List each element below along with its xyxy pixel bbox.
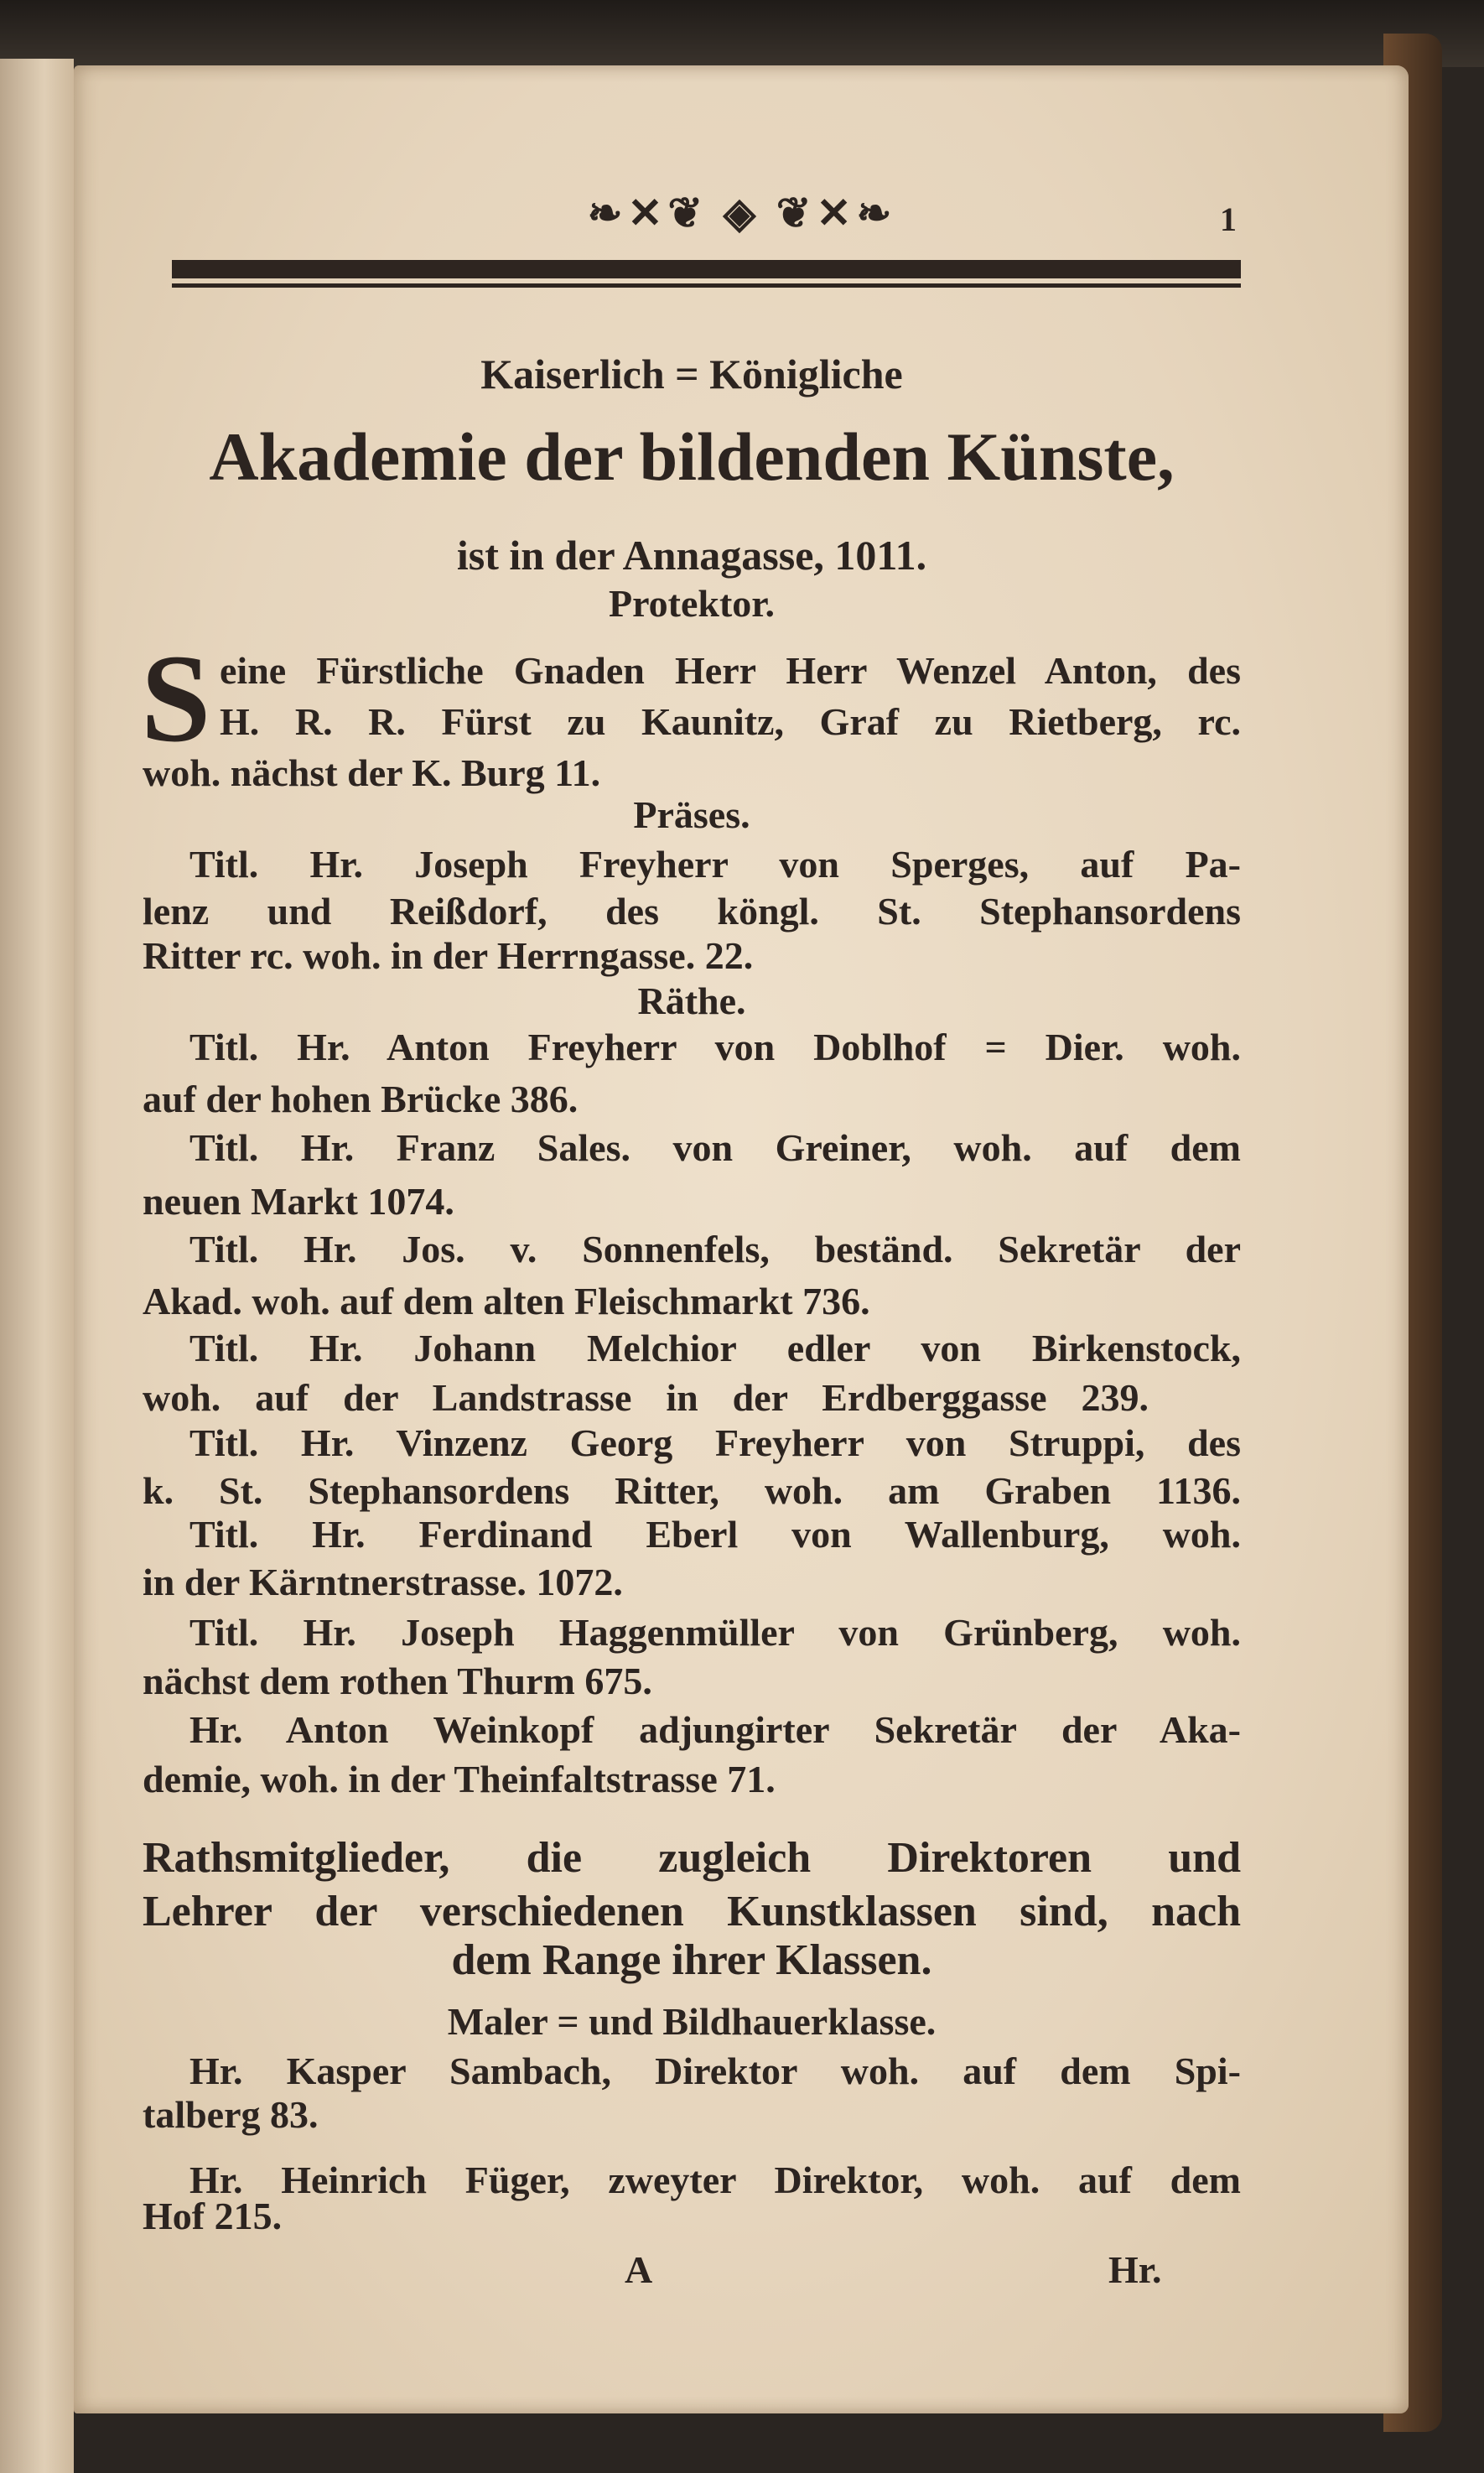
heading-protektor: Protektor. bbox=[608, 582, 775, 625]
text-line: Hr. Kasper Sambach, Direktor woh. auf dem Spi- bbox=[189, 2050, 1241, 2092]
heading-raethe: Räthe. bbox=[637, 979, 746, 1022]
text-line: Hr. Anton Weinkopf adjungirter Sekretär der Aka- bbox=[189, 1708, 1241, 1751]
text-line: Titl. Hr. Anton Freyherr von Doblhof = Dier. woh. bbox=[189, 1026, 1241, 1068]
text-line: Titl. Hr. Jos. v. Sonnenfels, beständ. Sekretär der bbox=[189, 1228, 1241, 1270]
drop-cap: S bbox=[141, 629, 211, 768]
header-rule-thin bbox=[172, 283, 1241, 288]
heading-malerklasse: Maler = und Bildhauerklasse. bbox=[447, 2000, 937, 2043]
text-line: nächst dem rothen Thurm 675. bbox=[143, 1660, 652, 1702]
title-address: ist in der Annagasse, 1011. bbox=[456, 532, 927, 579]
page-number: 1 bbox=[1220, 200, 1237, 238]
facing-page-edge bbox=[0, 59, 74, 2473]
title-line-1: Kaiserlich = Königliche bbox=[480, 351, 903, 397]
text-line: lenz und Reißdorf, des köngl. St. Stephansordens bbox=[143, 890, 1241, 933]
text-line: Titl. Hr. Joseph Freyherr von Sperges, auf Pa- bbox=[189, 843, 1241, 886]
text-line: Titl. Hr. Franz Sales. von Greiner, woh. auf dem bbox=[189, 1126, 1241, 1169]
heading-praeses: Präses. bbox=[633, 793, 750, 836]
text-line: woh. nächst der K. Burg 11. bbox=[143, 751, 601, 794]
text-line: Titl. Hr. Johann Melchior edler von Birkenstock, bbox=[189, 1327, 1241, 1369]
text-line: Titl. Hr. Ferdinand Eberl von Wallenburg, woh. bbox=[189, 1513, 1241, 1556]
text-line: neuen Markt 1074. bbox=[143, 1180, 454, 1223]
text-line: k. St. Stephansordens Ritter, woh. am Graben 1136. bbox=[143, 1469, 1241, 1512]
header-rule bbox=[172, 260, 1241, 278]
text-line: in der Kärntnerstrasse. 1072. bbox=[143, 1561, 623, 1603]
text-line: Titl. Hr. Vinzenz Georg Freyherr von Struppi, des bbox=[189, 1421, 1241, 1464]
page-title: Akademie der bildenden Künste, bbox=[209, 418, 1175, 495]
signature-mark: A bbox=[625, 2248, 653, 2291]
text-line: Akad. woh. auf dem alten Fleischmarkt 736. bbox=[143, 1280, 870, 1322]
text-line: eine Fürstliche Gnaden Herr Herr Wenzel Anton, des bbox=[220, 649, 1241, 692]
catchword: Hr. bbox=[1108, 2248, 1162, 2291]
text-line: H. R. R. Fürst zu Kaunitz, Graf zu Rietberg, rc. bbox=[220, 700, 1241, 743]
section-heading-line: dem Range ihrer Klassen. bbox=[451, 1936, 932, 1984]
header-ornament: ❧✕❦ ◈ ❦✕❧ bbox=[587, 190, 897, 236]
text-line: Hof 215. bbox=[143, 2195, 283, 2237]
text-line: woh. auf der Landstrasse in der Erdberggasse 239. bbox=[143, 1376, 1149, 1419]
text-line: demie, woh. in der Theinfaltstrasse 71. bbox=[143, 1758, 776, 1800]
text-line: talberg 83. bbox=[143, 2093, 319, 2136]
text-line: Titl. Hr. Joseph Haggenmüller von Grünberg, woh. bbox=[189, 1611, 1241, 1654]
text-line: Ritter rc. woh. in der Herrngasse. 22. bbox=[143, 934, 754, 977]
text-line: Hr. Heinrich Füger, zweyter Direktor, woh. auf dem bbox=[189, 2159, 1241, 2201]
section-heading-line: Lehrer der verschiedenen Kunstklassen sind, nach bbox=[143, 1888, 1241, 1935]
section-heading-line: Rathsmitglieder, die zugleich Direktoren und bbox=[143, 1834, 1241, 1882]
scan-background-top bbox=[0, 0, 1484, 67]
text-line: auf der hohen Brücke 386. bbox=[143, 1078, 579, 1120]
